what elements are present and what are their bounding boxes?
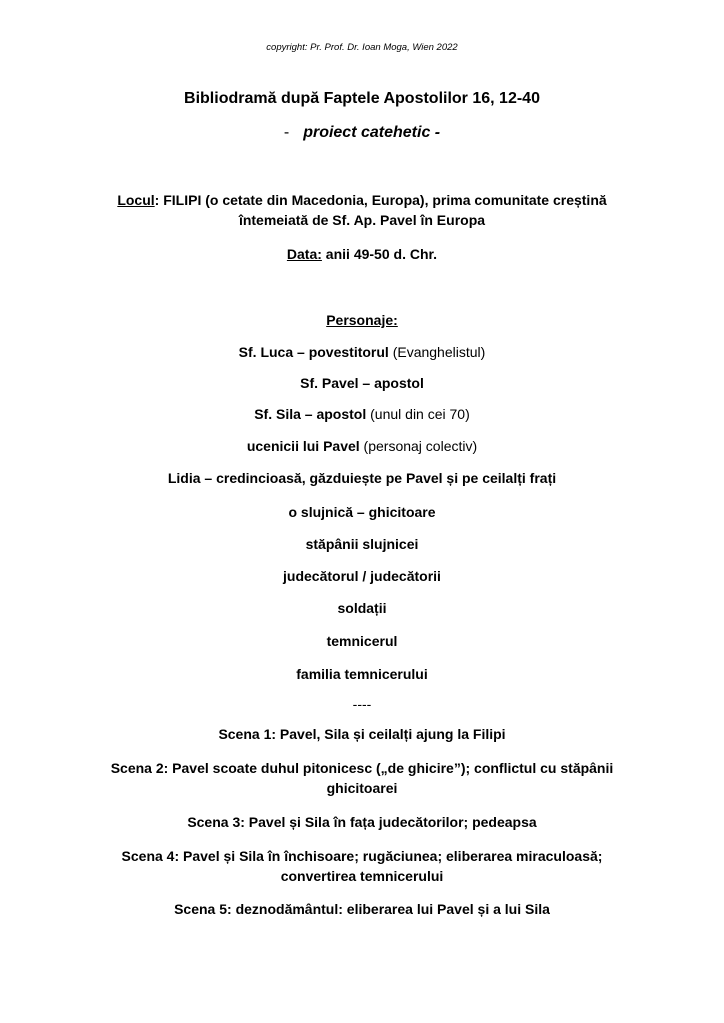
character-item [0, 600, 724, 616]
scene-4: Scena 4: Pavel și Sila în închisoare; rugăciunea; eliberarea miraculoasă; convertirea temnicerului [121, 848, 603, 884]
character-item [0, 536, 724, 552]
character-name: Sf. Luca – povestitorul [238, 344, 389, 360]
locul-sep: : [154, 192, 160, 208]
locul-paragraph [90, 190, 634, 230]
document-title: Bibliodramă după Faptele Apostolilor 16, 12-40 [184, 90, 540, 107]
document-subtitle [0, 124, 724, 142]
character-item [0, 568, 724, 584]
character-name: o slujnică – ghicitoare [288, 504, 436, 520]
scene-2: Scena 2: Pavel scoate duhul pitonicesc („de ghicire”); conflictul cu stăpânii ghicitoarei [110, 760, 614, 796]
subtitle-dash: - [283, 124, 290, 141]
character-note: (personaj colectiv) [359, 438, 478, 454]
scene-5: Scena 5: deznodământul: eliberarea lui Pavel și a lui Sila [174, 901, 550, 917]
character-name: judecătorul / judecătorii [283, 568, 441, 584]
character-item [0, 406, 724, 422]
character-name: stăpânii slujnicei [305, 536, 419, 552]
scene-3: Scena 3: Pavel și Sila în fața judecătorilor; pedeapsa [187, 814, 537, 830]
subtitle-text: proiect catehetic - [303, 124, 441, 141]
personaje-heading: Personaje: [326, 312, 398, 328]
separator: ---- [352, 696, 372, 712]
character-item [0, 504, 724, 520]
locul-text: FILIPI (o cetate din Macedonia, Europa), prima comunitate creștină întemeiată de Sf. Ap. Pavel în Europa [159, 192, 607, 228]
character-item [0, 344, 724, 360]
character-name: ucenicii lui Pavel [246, 438, 360, 454]
data-label: Data: [286, 246, 322, 262]
character-item [0, 438, 724, 454]
character-name: Sf. Sila – apostol [254, 406, 367, 422]
character-item [0, 666, 724, 682]
character-name: familia temnicerului [296, 666, 428, 682]
character-name: soldații [337, 600, 387, 616]
character-name: Sf. Pavel – apostol [300, 375, 424, 391]
character-item [0, 375, 724, 391]
data-paragraph [0, 246, 724, 262]
character-name: Lidia – credincioasă, găzduiește pe Pavel și pe ceilalți frați [167, 470, 557, 486]
copyright-note: copyright: Pr. Prof. Dr. Ioan Moga, Wien 2022 [266, 42, 458, 53]
character-item [0, 633, 724, 649]
scene-1: Scena 1: Pavel, Sila și ceilalți ajung la Filipi [218, 726, 506, 742]
character-item [0, 470, 724, 486]
character-note: (unul din cei 70) [366, 406, 470, 422]
data-text: anii 49-50 d. Chr. [321, 246, 438, 262]
locul-label: Locul [117, 192, 155, 208]
character-name: temnicerul [326, 633, 398, 649]
character-note: (Evanghelistul) [388, 344, 486, 360]
